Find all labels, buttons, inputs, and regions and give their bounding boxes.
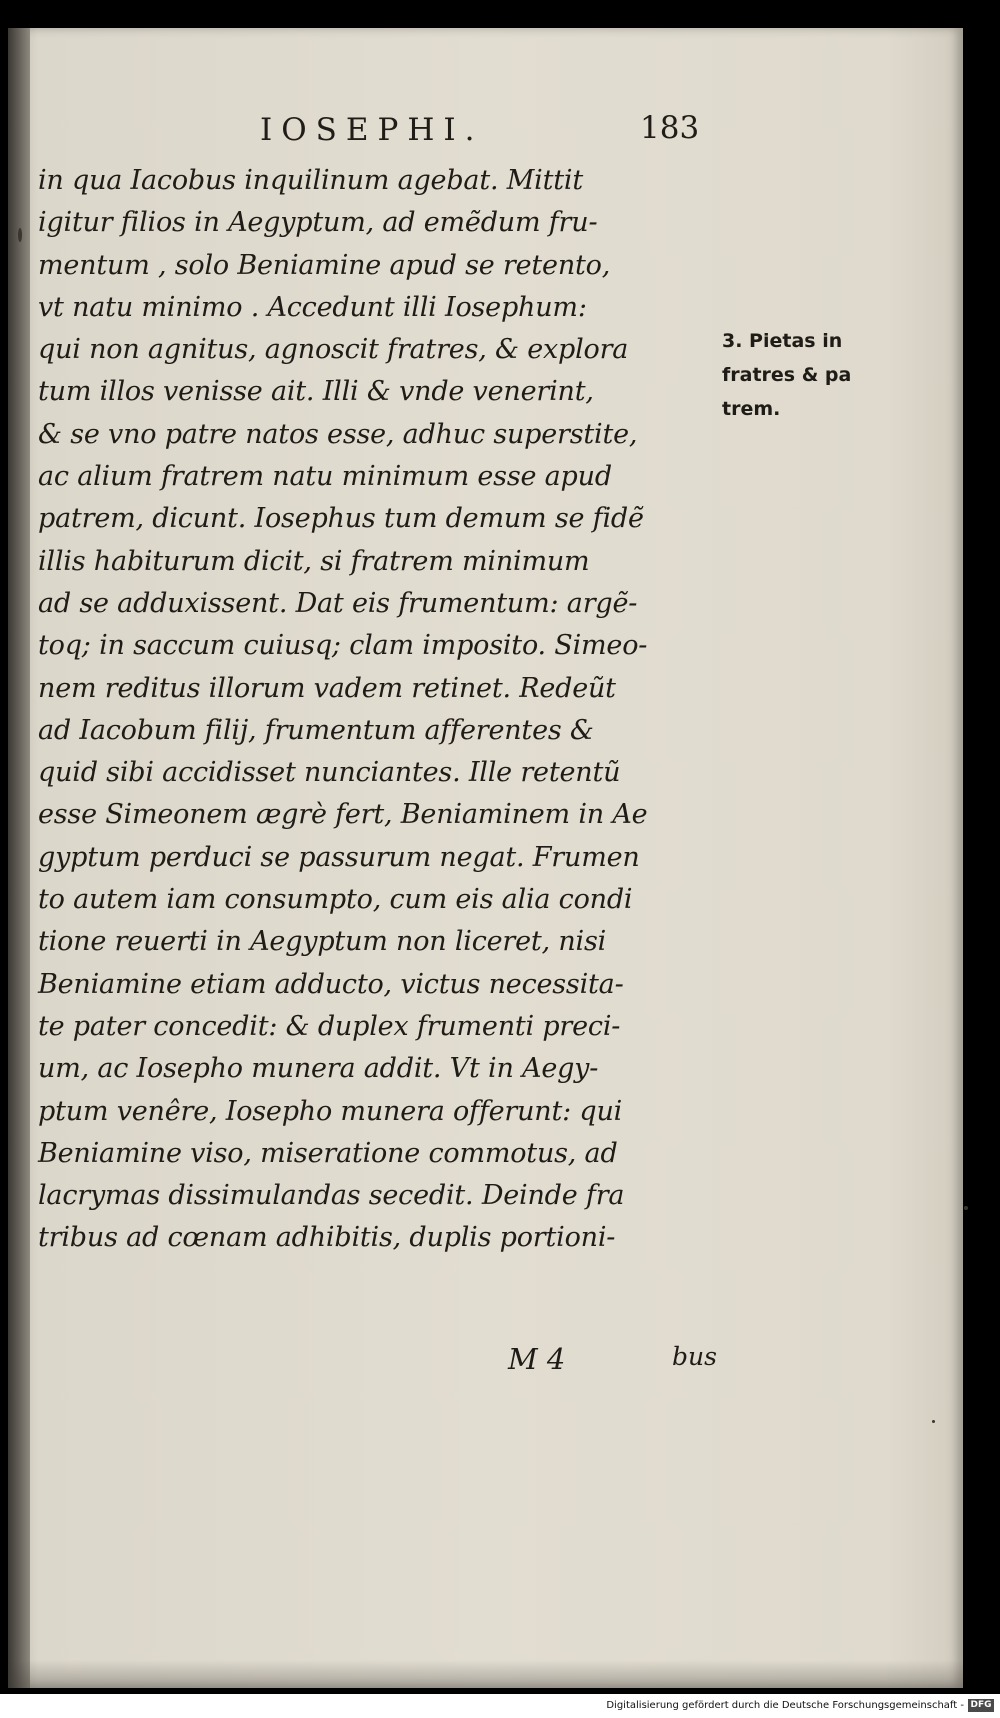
body-text — [38, 160, 728, 1260]
text-line: tione reuerti in Aegyptum non liceret, nisi — [38, 926, 607, 958]
margin-note-line: fratres & pa — [722, 364, 852, 386]
text-line: in qua Iacobus inquilinum agebat. Mittit — [38, 165, 583, 196]
margin-note — [722, 324, 892, 426]
text-line: ad se adduxissent. Dat eis frumentum: argẽ- — [38, 587, 638, 619]
text-line: ptum venêre, Iosepho munera offerunt: qui — [38, 1095, 623, 1127]
margin-note-line: trem. — [722, 398, 781, 420]
text-line: tribus ad cœnam adhibitis, duplis portioni- — [38, 1222, 616, 1254]
text-line: ac alium fratrem natu minimum esse apud — [38, 461, 612, 493]
page-number: 183 — [640, 110, 700, 146]
ink-speck — [964, 1206, 968, 1210]
catchword: bus — [672, 1342, 717, 1371]
text-line: esse Simeonem ægrè fert, Beniaminem in Ae — [38, 799, 648, 831]
page-bottom-edge — [8, 1660, 963, 1688]
ink-speck — [18, 228, 22, 242]
running-head: IOSEPHI. — [260, 112, 484, 148]
footer-credit: Digitalisierung gefördert durch die Deutsche Forschungsgemeinschaft - — [606, 1700, 964, 1711]
text-line: qui non agnitus, agnoscit fratres, & explora — [38, 334, 629, 366]
text-line: tum illos venisse ait. Illi & vnde venerint, — [38, 376, 594, 408]
text-line: vt natu minimo . Accedunt illi Iosephum: — [38, 291, 587, 323]
text-line: mentum , solo Beniamine apud se retento, — [38, 249, 611, 281]
text-line: & se vno patre natos esse, adhuc superstite, — [38, 418, 638, 450]
text-line: Beniamine etiam adducto, victus necessita- — [38, 968, 624, 1000]
text-line: to autem iam consumpto, cum eis alia condi — [38, 884, 633, 916]
text-line: um, ac Iosepho munera addit. Vt in Aegy- — [38, 1053, 599, 1085]
text-line: igitur filios in Aegyptum, ad emẽdum fru- — [38, 207, 598, 239]
text-line: lacrymas dissimulandas secedit. Deinde fra — [38, 1180, 625, 1212]
signature-mark: M 4 — [508, 1342, 566, 1376]
margin-note-line: 3. Pietas in — [722, 330, 843, 352]
text-line: toq; in saccum cuiusq; clam imposito. Simeo- — [38, 630, 648, 662]
dfg-logo: DFG — [968, 1699, 994, 1712]
text-line: nem reditus illorum vadem retinet. Redeũt — [38, 672, 616, 704]
text-line: te pater concedit: & duplex frumenti preci- — [38, 1010, 621, 1042]
text-line: ad Iacobum filij, frumentum afferentes & — [38, 714, 594, 746]
ink-speck — [932, 1420, 935, 1423]
text-line: patrem, dicunt. Iosephus tum demum se fidẽ — [38, 503, 644, 535]
text-line: Beniamine viso, miseratione commotus, ad — [38, 1137, 618, 1169]
text-line: gyptum perduci se passurum negat. Frumen — [38, 841, 640, 873]
text-line: illis habiturum dicit, si fratrem minimum — [38, 545, 590, 577]
text-line: quid sibi accidisset nunciantes. Ille retentũ — [38, 757, 621, 789]
page-gutter-shadow — [8, 28, 30, 1688]
